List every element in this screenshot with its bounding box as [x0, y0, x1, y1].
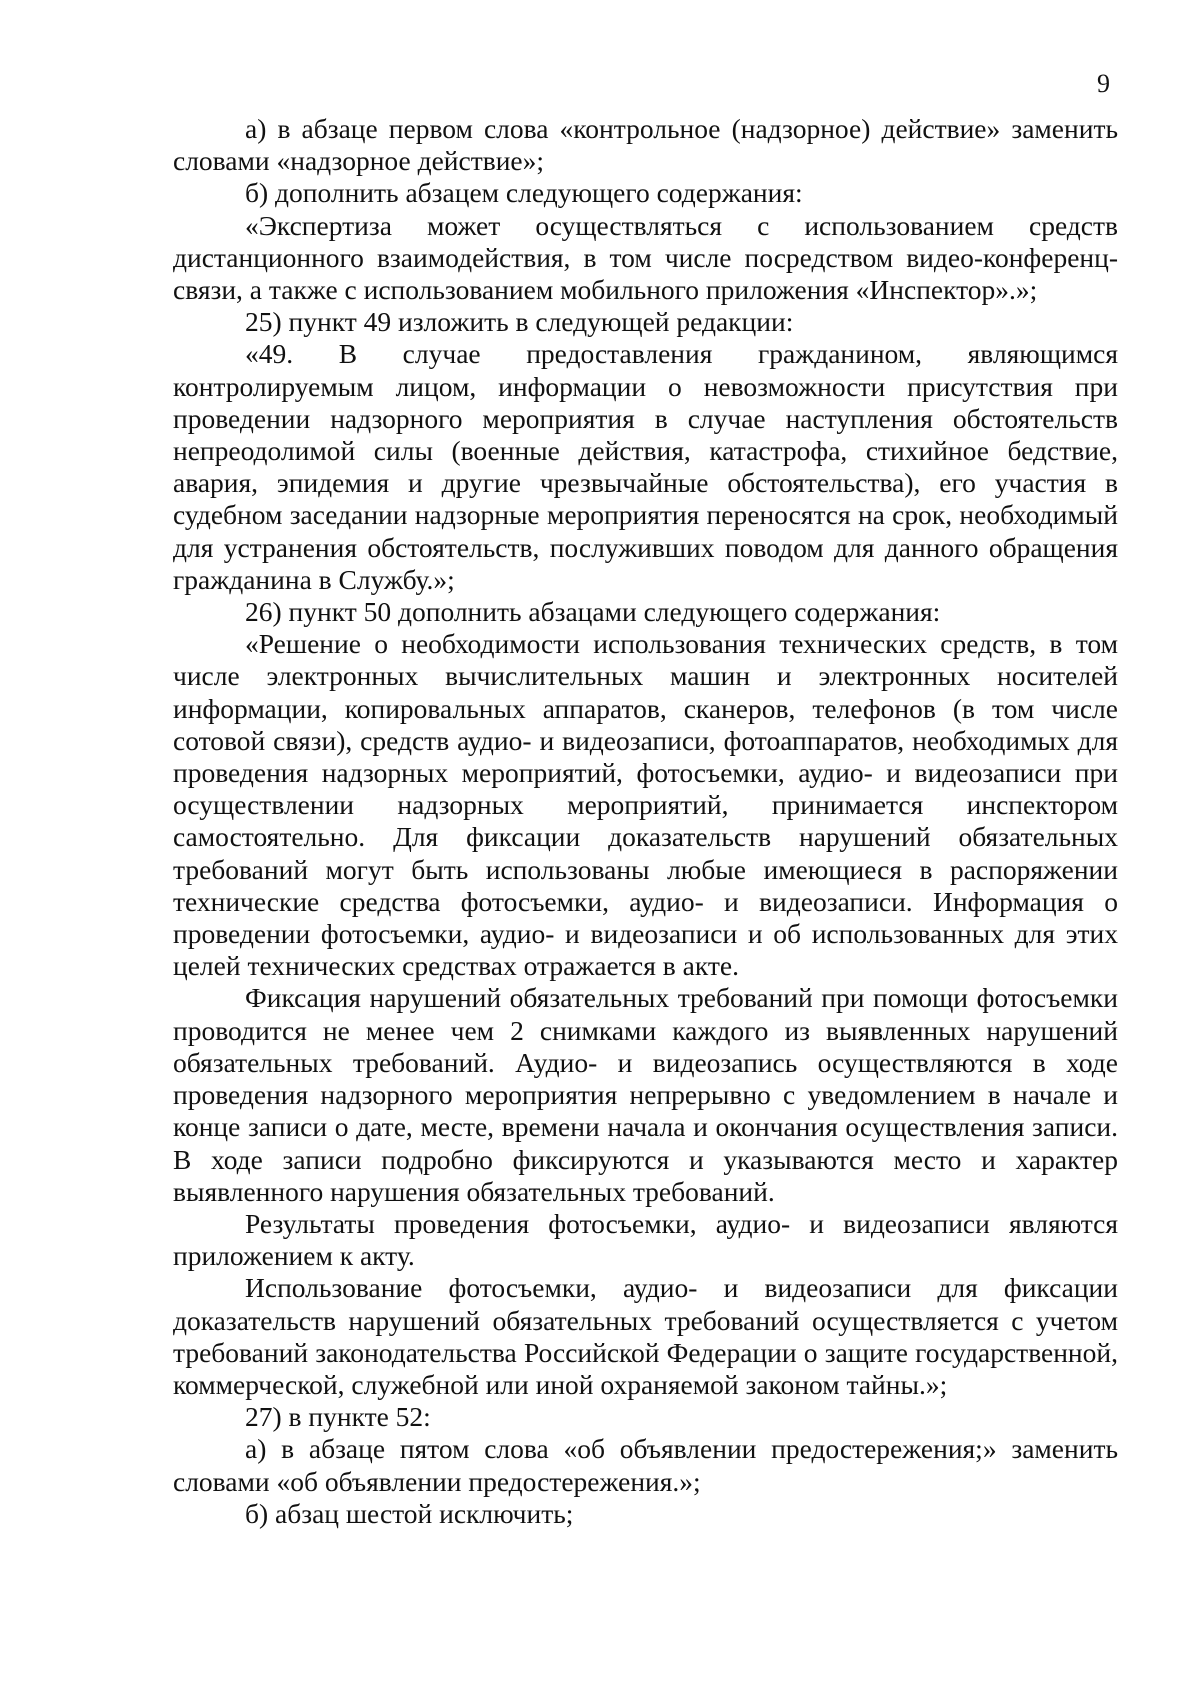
- paragraph: 26) пункт 50 дополнить абзацами следующего содержания:: [245, 596, 941, 628]
- paragraph: «Решение о необходимости использования технических средств, в том числе электронных вычислительных машин и электронных носителей информации, копировальных аппаратов, сканеров, телефонов (в том числе сотовой связи), средств аудио- и видеозаписи, фотоаппаратов, необходимых для проведения надзорных мероприятий, фотосъемки, аудио- и видеозаписи при осуществлении надзорных мероприятий, принимается инспектором самостоятельно. Для фиксации доказательств нарушений обязательных требований могут быть использованы любые имеющиеся в распоряжении технические средства фотосъемки, аудио- и видеозаписи. Информация о проведении фотосъемки, аудио- и видеозаписи и об использованных для этих целей технических средствах отражается в акте.: [173, 628, 1118, 982]
- paragraph: 25) пункт 49 изложить в следующей редакции:: [245, 306, 794, 338]
- paragraph: Фиксация нарушений обязательных требований при помощи фотосъемки проводится не менее чем 2 снимками каждого из выявленных нарушений обязательных требований. Аудио- и видеозапись осуществляются в ходе проведения надзорного мероприятия непрерывно с уведомлением в начале и конце записи о дате, месте, времени начала и окончания осуществления записи. В ходе записи подробно фиксируются и указываются место и характер выявленного нарушения обязательных требований.: [173, 982, 1118, 1207]
- paragraph: а) в абзаце первом слова «контрольное (надзорное) действие» заменить словами «надзорное действие»;: [173, 113, 1118, 177]
- paragraph: Использование фотосъемки, аудио- и видеозаписи для фиксации доказательств нарушений обязательных требований осуществляется с учетом требований законодательства Российской Федерации о защите государственной, коммерческой, служебной или иной охраняемой законом тайны.»;: [173, 1272, 1118, 1400]
- paragraph: б) абзац шестой исключить;: [245, 1497, 574, 1529]
- paragraph: «49. В случае предоставления гражданином, являющимся контролируемым лицом, информации о невозможности присутствия при проведении надзорного мероприятия в случае наступления обстоятельств непреодолимой силы (военные действия, катастрофа, стихийное бедствие, авария, эпидемия и другие чрезвычайные обстоятельства), его участия в судебном заседании надзорные мероприятия переносятся на срок, необходимый для устранения обстоятельств, послуживших поводом для данного обращения гражданина в Службу.»;: [173, 338, 1118, 595]
- paragraph: «Экспертиза может осуществляться с использованием средств дистанционного взаимодействия, в том числе посредством видео-конференц-связи, а также с использованием мобильного приложения «Инспектор».»;: [173, 209, 1118, 306]
- document-body: [173, 113, 1118, 1530]
- paragraph: а) в абзаце пятом слова «об объявлении предостережения;» заменить словами «об объявлении предостережения.»;: [173, 1433, 1118, 1497]
- paragraph: 27) в пункте 52:: [245, 1401, 431, 1433]
- paragraph: б) дополнить абзацем следующего содержания:: [245, 177, 803, 209]
- page-number: 9: [1097, 69, 1110, 98]
- paragraph: Результаты проведения фотосъемки, аудио- и видеозаписи являются приложением к акту.: [173, 1207, 1118, 1272]
